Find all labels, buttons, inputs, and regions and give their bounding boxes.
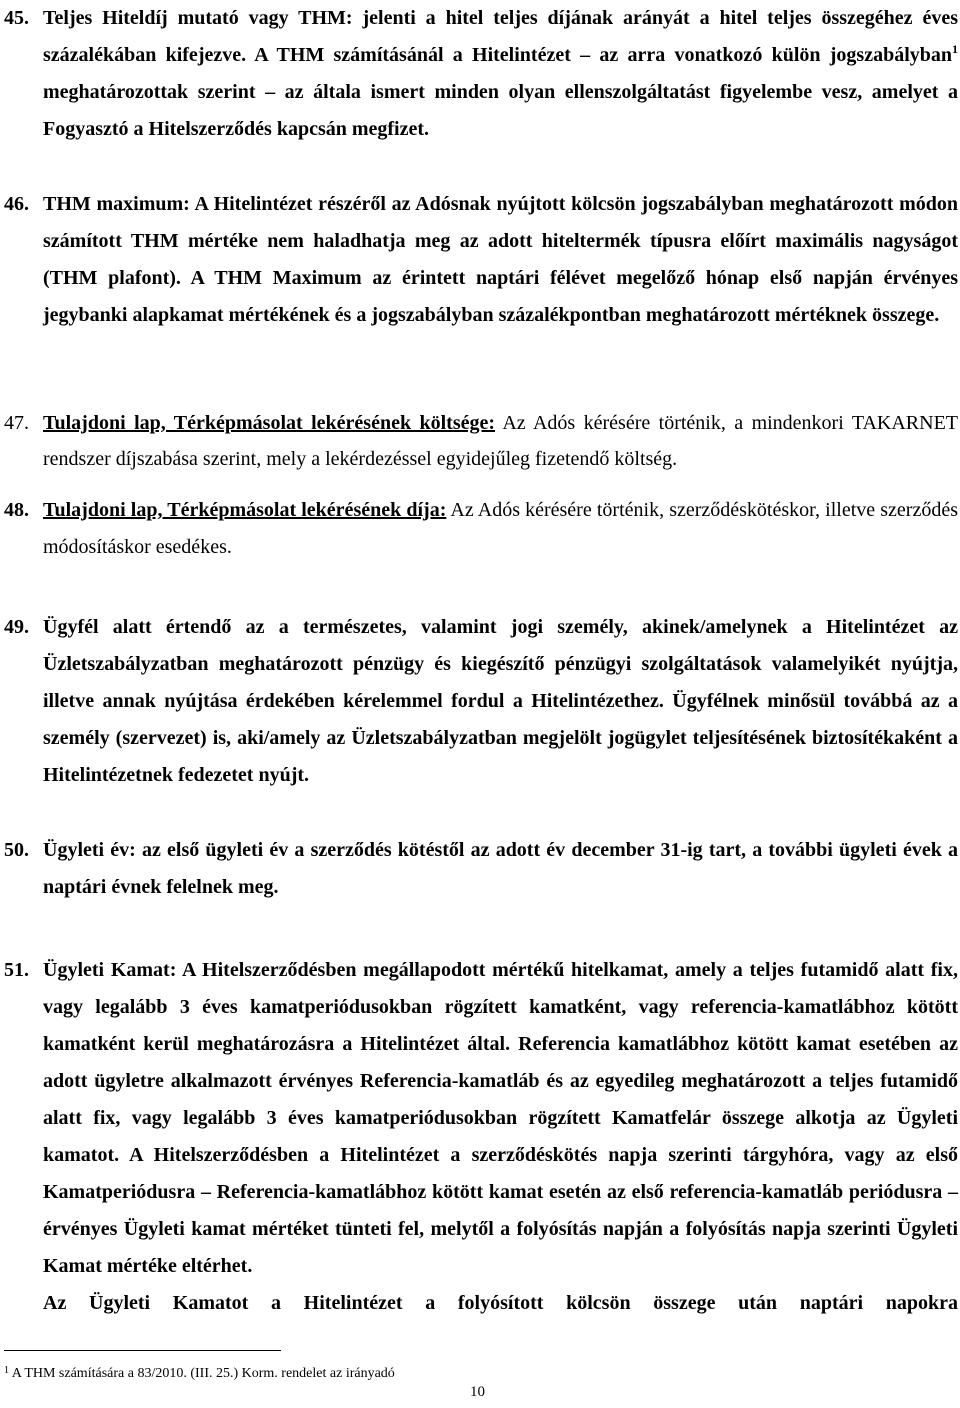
definition-term: Tulajdoni lap, Térképmásolat lekérésének költsége: [43, 412, 496, 434]
definition-text [43, 952, 958, 1322]
footnote-divider [4, 1350, 281, 1351]
definition-item-46 [4, 186, 958, 334]
item-number: 51. [4, 959, 29, 981]
definition-text: Ügyfél alatt értendő az a természetes, valamint jogi személy, akinek/amelynek a Hitelintézet az Üzletszabályzatban meghatározott pénzügy és kiegészítő pénzügyi szolgáltatások valamelyikét nyújtja, illetve annak nyújtása érdekében kérelemmel fordul a Hitelintézethez. Ügyfélnek minősül továbbá az a személy (szervezet) is, aki/amely az Üzletszabályzatban megjelölt jogügylet teljesítésének biztosítékaként a Hitelintézetnek fedezetet nyújt. [43, 616, 958, 786]
item-number: 46. [4, 193, 29, 215]
definition-text: Ügyleti év: az első ügyleti év a szerződés kötéstől az adott év december 31-ig tart, a további ügyleti évek a naptári évnek felelnek meg. [43, 839, 958, 898]
footnote-marker: 1 [4, 1365, 9, 1376]
footnote [4, 1362, 395, 1383]
definition-text [43, 405, 958, 477]
definition-text-part: Teljes Hiteldíj mutató vagy THM: jelenti a hitel teljes díjának arányát a hitel teljes összegéhez éves százalékában kifejezve. A THM számításánál a Hitelintézet – az arra vonatkozó külön jogszabályban [43, 7, 958, 66]
item-number: 45. [4, 7, 29, 29]
definition-paragraph: Ügyleti Kamat: A Hitelszerződésben megállapodott mértékű hitelkamat, amely a teljes futamidő alatt fix, vagy legalább 3 éves kamatperiódusokban rögzített kamatként, vagy referencia-kamatlábhoz kötött kamatként kerül meghatározásra a Hitelintézet által. Referencia kamatlábhoz kötött kamat esetében az adott ügyletre alkalmazott érvényes Referencia-kamatláb és az egyedileg meghatározott a teljes futamidő alatt fix, vagy legalább 3 éves kamatperiódusokban rögzített Kamatfelár összege alkotja az Ügyleti kamatot. A Hitelszerződésben a Hitelintézet a szerződéskötés napja szerinti tárgyhóra, vagy az első Kamatperiódusra – Referencia-kamatlábhoz kötött kamat esetén az első referencia-kamatláb periódusra – érvényes Ügyleti kamat mértéket tünteti fel, melytől a folyósítás napján a folyósítás napja szerinti Ügyleti Kamat mértéke eltérhet. [43, 959, 958, 1277]
definition-item-45 [4, 0, 958, 148]
definition-body: Az Adós kérésére történik, szerződéskötéskor, illetve szerződés módosításkor esedékes. [43, 499, 958, 558]
item-number: 47. [4, 412, 29, 434]
definition-term: Tulajdoni lap, Térképmásolat lekérésének díja: [43, 499, 447, 521]
footnote-text: A THM számítására a 83/2010. (III. 25.) Korm. rendelet az irányadó [11, 1366, 395, 1381]
definition-item-48 [4, 492, 958, 566]
definition-item-50 [4, 832, 958, 906]
definition-text [43, 0, 958, 148]
definition-paragraph-continued: Az Ügyleti Kamatot a Hitelintézet a folyósított kölcsön összege után naptári napokra [43, 1292, 958, 1314]
footnote-reference[interactable]: 1 [952, 42, 958, 56]
definition-item-51 [4, 952, 958, 1322]
item-number: 48. [4, 499, 29, 521]
definition-item-47 [4, 405, 958, 477]
definition-body: Az Adós kérésére történik, a mindenkori TAKARNET rendszer díjszabása szerint, mely a lekérdezéssel egyidejűleg fizetendő költség. [43, 412, 958, 470]
definition-text [43, 492, 958, 566]
definition-item-49 [4, 609, 958, 794]
definition-text: THM maximum: A Hitelintézet részéről az Adósnak nyújtott kölcsön jogszabályban meghatározott módon számított THM mértéke nem haladhatja meg az adott hiteltermék típusra előírt maximális nagyságot (THM plafont). A THM Maximum az érintett naptári félévet megelőző hónap első napján érvényes jegybanki alapkamat mértékének és a jogszabályban százalékpontban meghatározott mértéknek összege. [43, 193, 958, 326]
item-number: 50. [4, 839, 29, 861]
definition-text-part: meghatározottak szerint – az általa ismert minden olyan ellenszolgáltatást figyelembe vesz, amelyet a Fogyasztó a Hitelszerződés kapcsán megfizet. [43, 81, 958, 140]
page-number: 10 [470, 1384, 485, 1400]
item-number: 49. [4, 616, 29, 638]
